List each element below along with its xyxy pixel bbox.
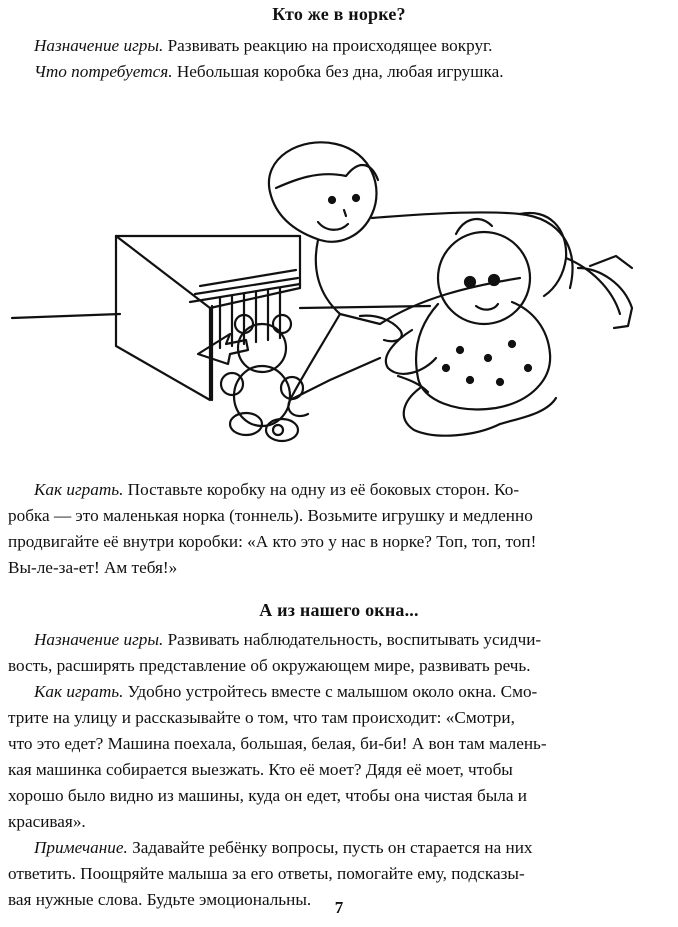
section1-intro — [34, 33, 648, 85]
s2-note-line-2: ответить. Поощряйте малыша за его ответы, помогайте ему, подсказы- — [8, 864, 525, 883]
s2-howto-line-3: что это едет? Машина поехала, большая, белая, би-би! А вон там малень- — [8, 734, 547, 753]
s2-note-line-3: вая нужные слова. Будьте эмоциональны. — [8, 890, 312, 909]
howto-line-4: Вы-ле-за-ет! Ам тебя!» — [8, 558, 178, 577]
s2-howto-text-1: Удобно устройтесь вместе с малышом около окна. Смо- — [123, 682, 538, 701]
section2-body — [8, 627, 648, 913]
needs-line — [34, 59, 648, 85]
s2-note-label: Примечание. — [34, 838, 128, 857]
s2-howto-line-4: кая машинка собирается выезжать. Кто её моет? Дядя её моет, чтобы — [8, 760, 513, 779]
purpose-text: Развивать реакцию на происходящее вокруг. — [163, 36, 493, 55]
section1-title: Кто же в норке? — [272, 4, 406, 24]
needs-label: Что потребуется. — [34, 62, 173, 81]
purpose-label: Назначение игры. — [34, 36, 164, 55]
s2-howto-line-6: красивая». — [8, 812, 86, 831]
s2-howto-line-2: трите на улицу и рассказывайте о том, что там происходит: «Смотри, — [8, 708, 515, 727]
s2-purpose-label: Назначение игры. — [34, 630, 164, 649]
s2-purpose-line-1 — [34, 627, 648, 653]
s2-note-line-1 — [34, 835, 648, 861]
s2-howto-line-1 — [34, 679, 648, 705]
page-number: 7 — [334, 898, 344, 917]
needs-text: Небольшая коробка без дна, любая игрушка. — [172, 62, 504, 81]
s2-purpose-line-2: вость, расширять представление об окружающем мире, развивать речь. — [8, 656, 531, 675]
s2-purpose-text-1: Развивать наблюдательность, воспитывать усидчи- — [163, 630, 542, 649]
s2-howto-label: Как играть. — [34, 682, 124, 701]
purpose-line — [34, 33, 648, 59]
s2-note-text-1: Задавайте ребёнку вопросы, пусть он старается на них — [127, 838, 533, 857]
howto-line-3: продвигайте её внутри коробки: «А кто это у нас в норке? Топ, топ, топ! — [8, 532, 537, 551]
howto-text-1: Поставьте коробку на одну из её боковых сторон. Ко- — [123, 480, 520, 499]
section1-howto — [8, 477, 648, 581]
howto-line-1 — [34, 477, 648, 503]
s2-howto-line-5: хорошо было видно из машины, куда он едет, чтобы она чистая была и — [8, 786, 528, 805]
section2-title: А из нашего окна... — [259, 600, 419, 620]
illustration-mother-baby-box — [0, 118, 678, 453]
howto-line-2: робка — это маленькая норка (тоннель). Возьмите игрушку и медленно — [8, 506, 533, 525]
howto-label: Как играть. — [34, 480, 124, 499]
